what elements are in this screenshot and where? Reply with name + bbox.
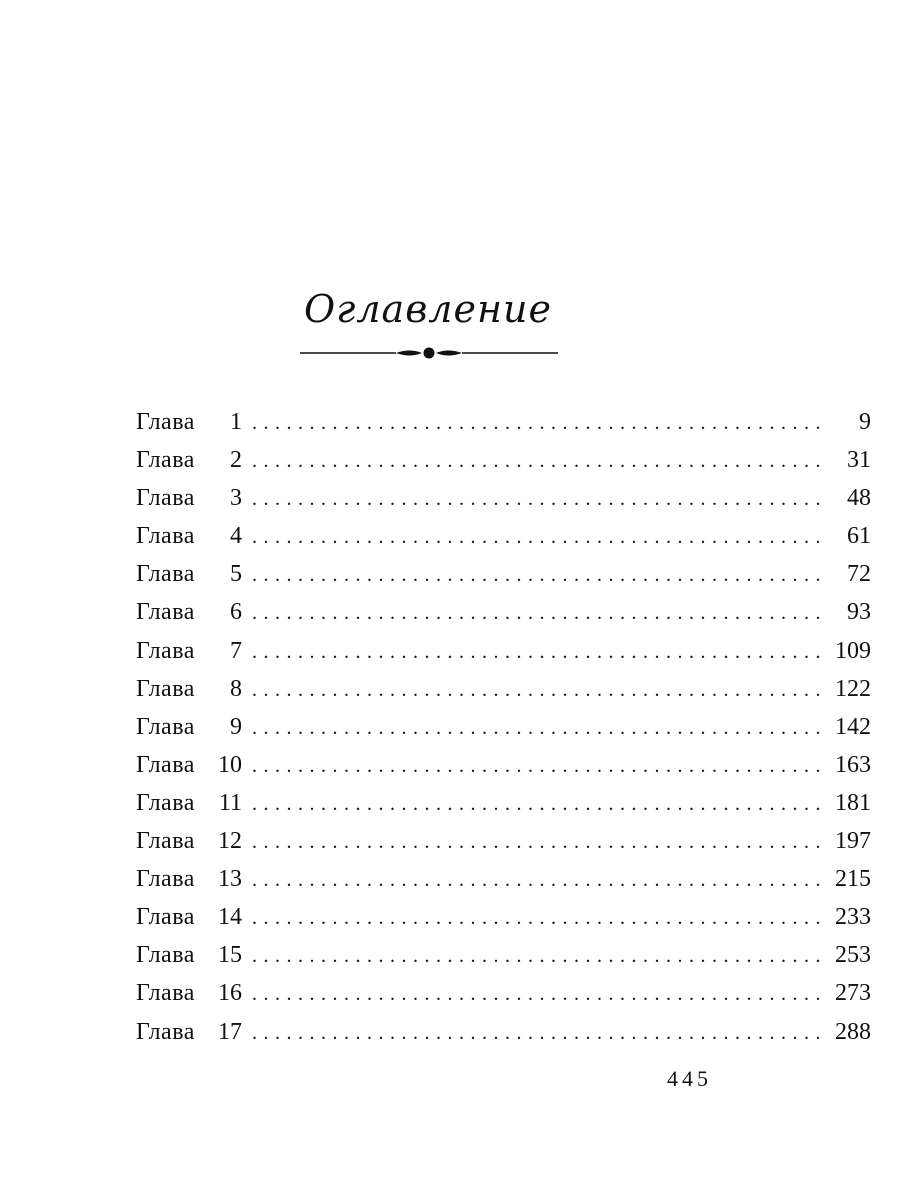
toc-chapter-number: 14: [218, 904, 242, 931]
toc-chapter-label: Глава: [136, 561, 195, 588]
toc-page-number: 9: [859, 409, 871, 435]
toc-chapter-number: 11: [218, 789, 242, 816]
toc-dot-leader: ..................................................: [252, 792, 827, 815]
toc-page-number: 233: [835, 904, 871, 931]
toc-chapter-number: 4: [230, 523, 242, 550]
toc-dot-leader: ..................................................: [252, 716, 827, 739]
toc-row[interactable]: [136, 403, 871, 441]
table-of-contents: [136, 403, 871, 1051]
toc-chapter-number: 5: [230, 561, 242, 588]
toc-row[interactable]: [136, 555, 871, 593]
toc-row[interactable]: [136, 479, 871, 517]
toc-row[interactable]: [136, 1013, 871, 1051]
toc-chapter-number: 8: [230, 675, 242, 702]
toc-chapter-label: Глава: [136, 1018, 195, 1045]
toc-row[interactable]: [136, 822, 871, 860]
toc-row[interactable]: [136, 898, 871, 936]
toc-dot-leader: ..................................................: [252, 564, 827, 587]
toc-chapter-label: Глава: [136, 713, 195, 740]
toc-chapter-label: Глава: [136, 980, 195, 1007]
toc-dot-leader: ..................................................: [252, 1021, 827, 1044]
toc-chapter-label: Глава: [136, 751, 195, 778]
toc-page-number: 31: [847, 447, 871, 474]
toc-dot-leader: ..................................................: [252, 983, 827, 1006]
toc-page-number: 197: [835, 828, 871, 855]
toc-chapter-label: Глава: [136, 789, 195, 816]
toc-chapter-number: 15: [218, 942, 242, 969]
page-number: 445: [667, 1066, 712, 1091]
toc-chapter-number: 9: [230, 713, 242, 740]
toc-chapter-number: 10: [218, 751, 242, 778]
toc-chapter-label: Глава: [136, 828, 195, 855]
toc-dot-leader: ..................................................: [252, 869, 827, 892]
toc-row[interactable]: [136, 593, 871, 631]
toc-chapter-label: Глава: [136, 599, 195, 626]
toc-dot-leader: ..................................................: [252, 412, 827, 434]
toc-chapter-label: Глава: [136, 523, 195, 550]
toc-chapter-number: 7: [230, 637, 242, 664]
toc-page-number: 181: [835, 789, 871, 816]
toc-row[interactable]: [136, 974, 871, 1012]
toc-chapter-label: Глава: [136, 409, 195, 435]
toc-row[interactable]: [136, 936, 871, 974]
toc-chapter-number: 1: [230, 409, 242, 435]
toc-dot-leader: ..................................................: [252, 488, 827, 511]
toc-row[interactable]: [136, 708, 871, 746]
toc-page-number: 163: [835, 751, 871, 778]
toc-dot-leader: ..................................................: [252, 945, 827, 968]
toc-dot-leader: ..................................................: [252, 907, 827, 930]
toc-dot-leader: ..................................................: [252, 640, 827, 663]
toc-page-number: 253: [835, 942, 871, 969]
toc-chapter-number: 2: [230, 447, 242, 474]
toc-row[interactable]: [136, 670, 871, 708]
toc-page-number: 122: [835, 675, 871, 702]
toc-page-number: 93: [847, 599, 871, 626]
toc-page-number: 288: [835, 1018, 871, 1045]
toc-row[interactable]: [136, 784, 871, 822]
toc-row[interactable]: [136, 860, 871, 898]
toc-chapter-label: Глава: [136, 675, 195, 702]
toc-chapter-number: 6: [230, 599, 242, 626]
toc-dot-leader: ..................................................: [252, 526, 827, 549]
toc-dot-leader: ..................................................: [252, 678, 827, 701]
ornament-divider: [298, 342, 560, 364]
toc-chapter-number: 12: [218, 828, 242, 855]
toc-page-number: 142: [835, 713, 871, 740]
toc-chapter-label: Глава: [136, 942, 195, 969]
toc-page-number: 109: [835, 637, 871, 664]
toc-chapter-number: 3: [230, 485, 242, 512]
toc-page-number: 273: [835, 980, 871, 1007]
toc-chapter-label: Глава: [136, 447, 195, 474]
toc-chapter-label: Глава: [136, 637, 195, 664]
toc-row[interactable]: [136, 746, 871, 784]
toc-page-number: 215: [835, 866, 871, 893]
toc-chapter-label: Глава: [136, 866, 195, 893]
toc-dot-leader: ..................................................: [252, 450, 827, 473]
toc-chapter-number: 17: [218, 1018, 242, 1045]
toc-row[interactable]: [136, 441, 871, 479]
page-title: Оглавление: [303, 287, 552, 331]
toc-chapter-number: 13: [218, 866, 242, 893]
toc-chapter-label: Глава: [136, 485, 195, 512]
toc-dot-leader: ..................................................: [252, 754, 827, 777]
toc-page-number: 72: [847, 561, 871, 588]
toc-page-number: 48: [847, 485, 871, 512]
toc-page-number: 61: [847, 523, 871, 550]
toc-chapter-label: Глава: [136, 904, 195, 931]
toc-chapter-number: 16: [218, 980, 242, 1007]
toc-row[interactable]: [136, 517, 871, 555]
toc-dot-leader: ..................................................: [252, 602, 827, 625]
toc-dot-leader: ..................................................: [252, 831, 827, 854]
toc-row[interactable]: [136, 632, 871, 670]
